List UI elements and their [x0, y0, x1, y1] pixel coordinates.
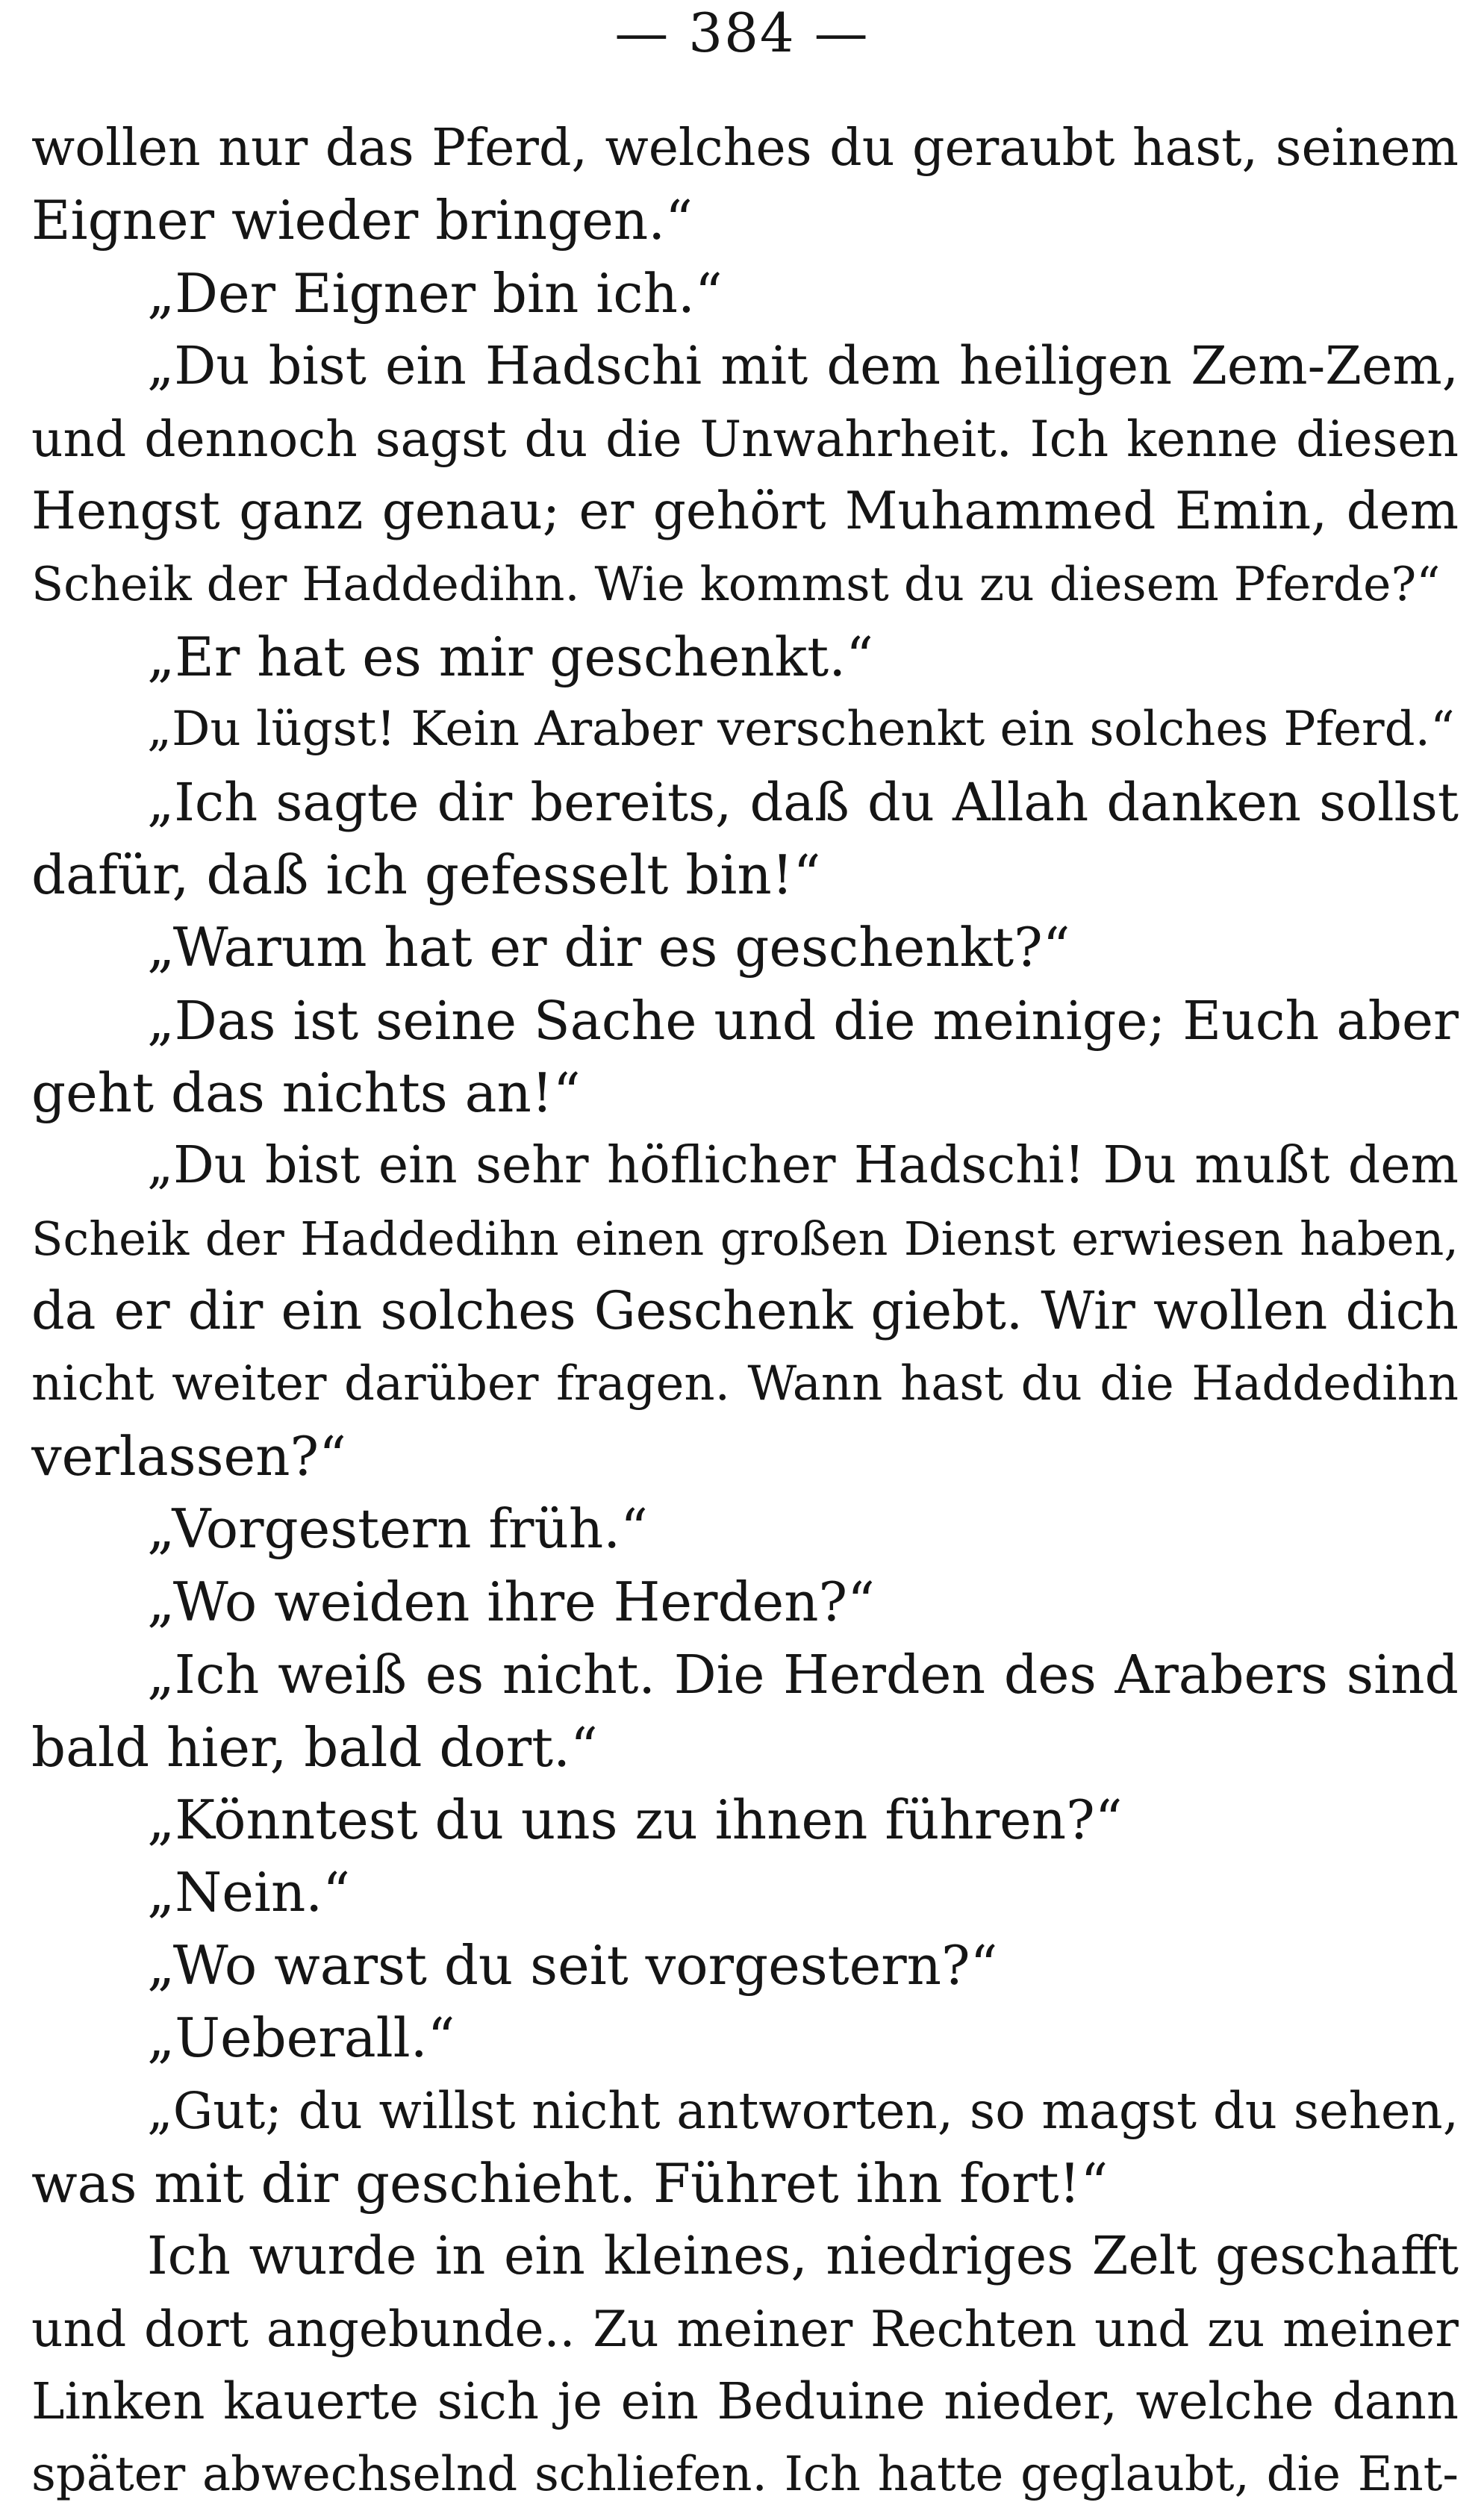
text-line: dafür, daß ich gefesselt bin!“ [31, 843, 821, 906]
text-line: „Wo weiden ihre Herden?“ [147, 1570, 875, 1633]
text-line: „Warum hat er dir es geschenkt?“ [147, 916, 1070, 979]
text-line: was mit dir geschieht. Führet ihn fort!“ [31, 2151, 1109, 2215]
text-line: da er dir ein solches Geschenk giebt. Wir wollen dich [31, 1280, 1459, 1342]
text-line: Eigner wieder bringen.“ [31, 189, 693, 252]
text-line: „Vorgestern früh.“ [147, 1497, 648, 1561]
text-line: Scheik der Haddedihn. Wie kommst du zu diesem Pferde?“ [31, 557, 1441, 612]
text-line: verlassen?“ [31, 1425, 346, 1488]
text-line: „Könntest du uns zu ihnen führen?“ [147, 1788, 1123, 1851]
text-line: und dennoch sagst du die Unwahrheit. Ich kenne diesen [31, 410, 1459, 468]
text-line: „Ich sagte dir bereits, daß du Allah danken sollst [147, 771, 1459, 833]
text-line: Linken kauerte sich je ein Beduine nieder, welche dann [31, 2372, 1459, 2431]
text-line: Ich wurde in ein kleines, niedriges Zelt geschafft [147, 2225, 1459, 2287]
body-text [31, 112, 1459, 2511]
text-line: geht das nichts an!“ [31, 1061, 581, 1125]
text-line: und dort angebunde.. Zu meiner Rechten und zu meiner [31, 2300, 1459, 2358]
text-line: „Gut; du willst nicht antworten, so magst du sehen, [147, 2081, 1459, 2140]
text-line: „Wo warst du seit vorgestern?“ [147, 1933, 998, 1997]
text-line: Hengst ganz genau; er gehört Muhammed Emin, dem [31, 481, 1459, 541]
text-line: „Der Eigner bin ich.“ [147, 261, 723, 325]
text-line: Scheik der Haddedihn einen großen Dienst erwiesen haben, [31, 1211, 1459, 1266]
text-line: „Ich weiß es nicht. Die Herden des Arabers sind [147, 1644, 1459, 1706]
text-line: „Das ist seine Sache und die meinige; Euch aber [147, 989, 1459, 1052]
text-line: „Du bist ein sehr höflicher Hadschi! Du mußt dem [147, 1136, 1459, 1196]
text-line: „Du lügst! Kein Araber verschenkt ein solches Pferd.“ [147, 702, 1455, 758]
page-number: — 384 — [614, 1, 870, 64]
text-line: wollen nur das Pferd, welches du geraubt hast, seinem [31, 119, 1459, 178]
text-line: „Ueberall.“ [147, 2006, 455, 2070]
text-line: bald hier, bald dort.“ [31, 1715, 598, 1779]
text-line: „Nein.“ [147, 1861, 351, 1924]
text-line: „Du bist ein Hadschi mit dem heiligen Zem-Zem, [147, 335, 1459, 397]
text-line: „Er hat es mir geschenkt.“ [147, 625, 873, 688]
text-line: später abwechselnd schliefen. Ich hatte geglaubt, die Ent- [31, 2446, 1459, 2502]
text-line: nicht weiter darüber fragen. Wann hast du die Haddedihn [31, 1356, 1459, 1412]
